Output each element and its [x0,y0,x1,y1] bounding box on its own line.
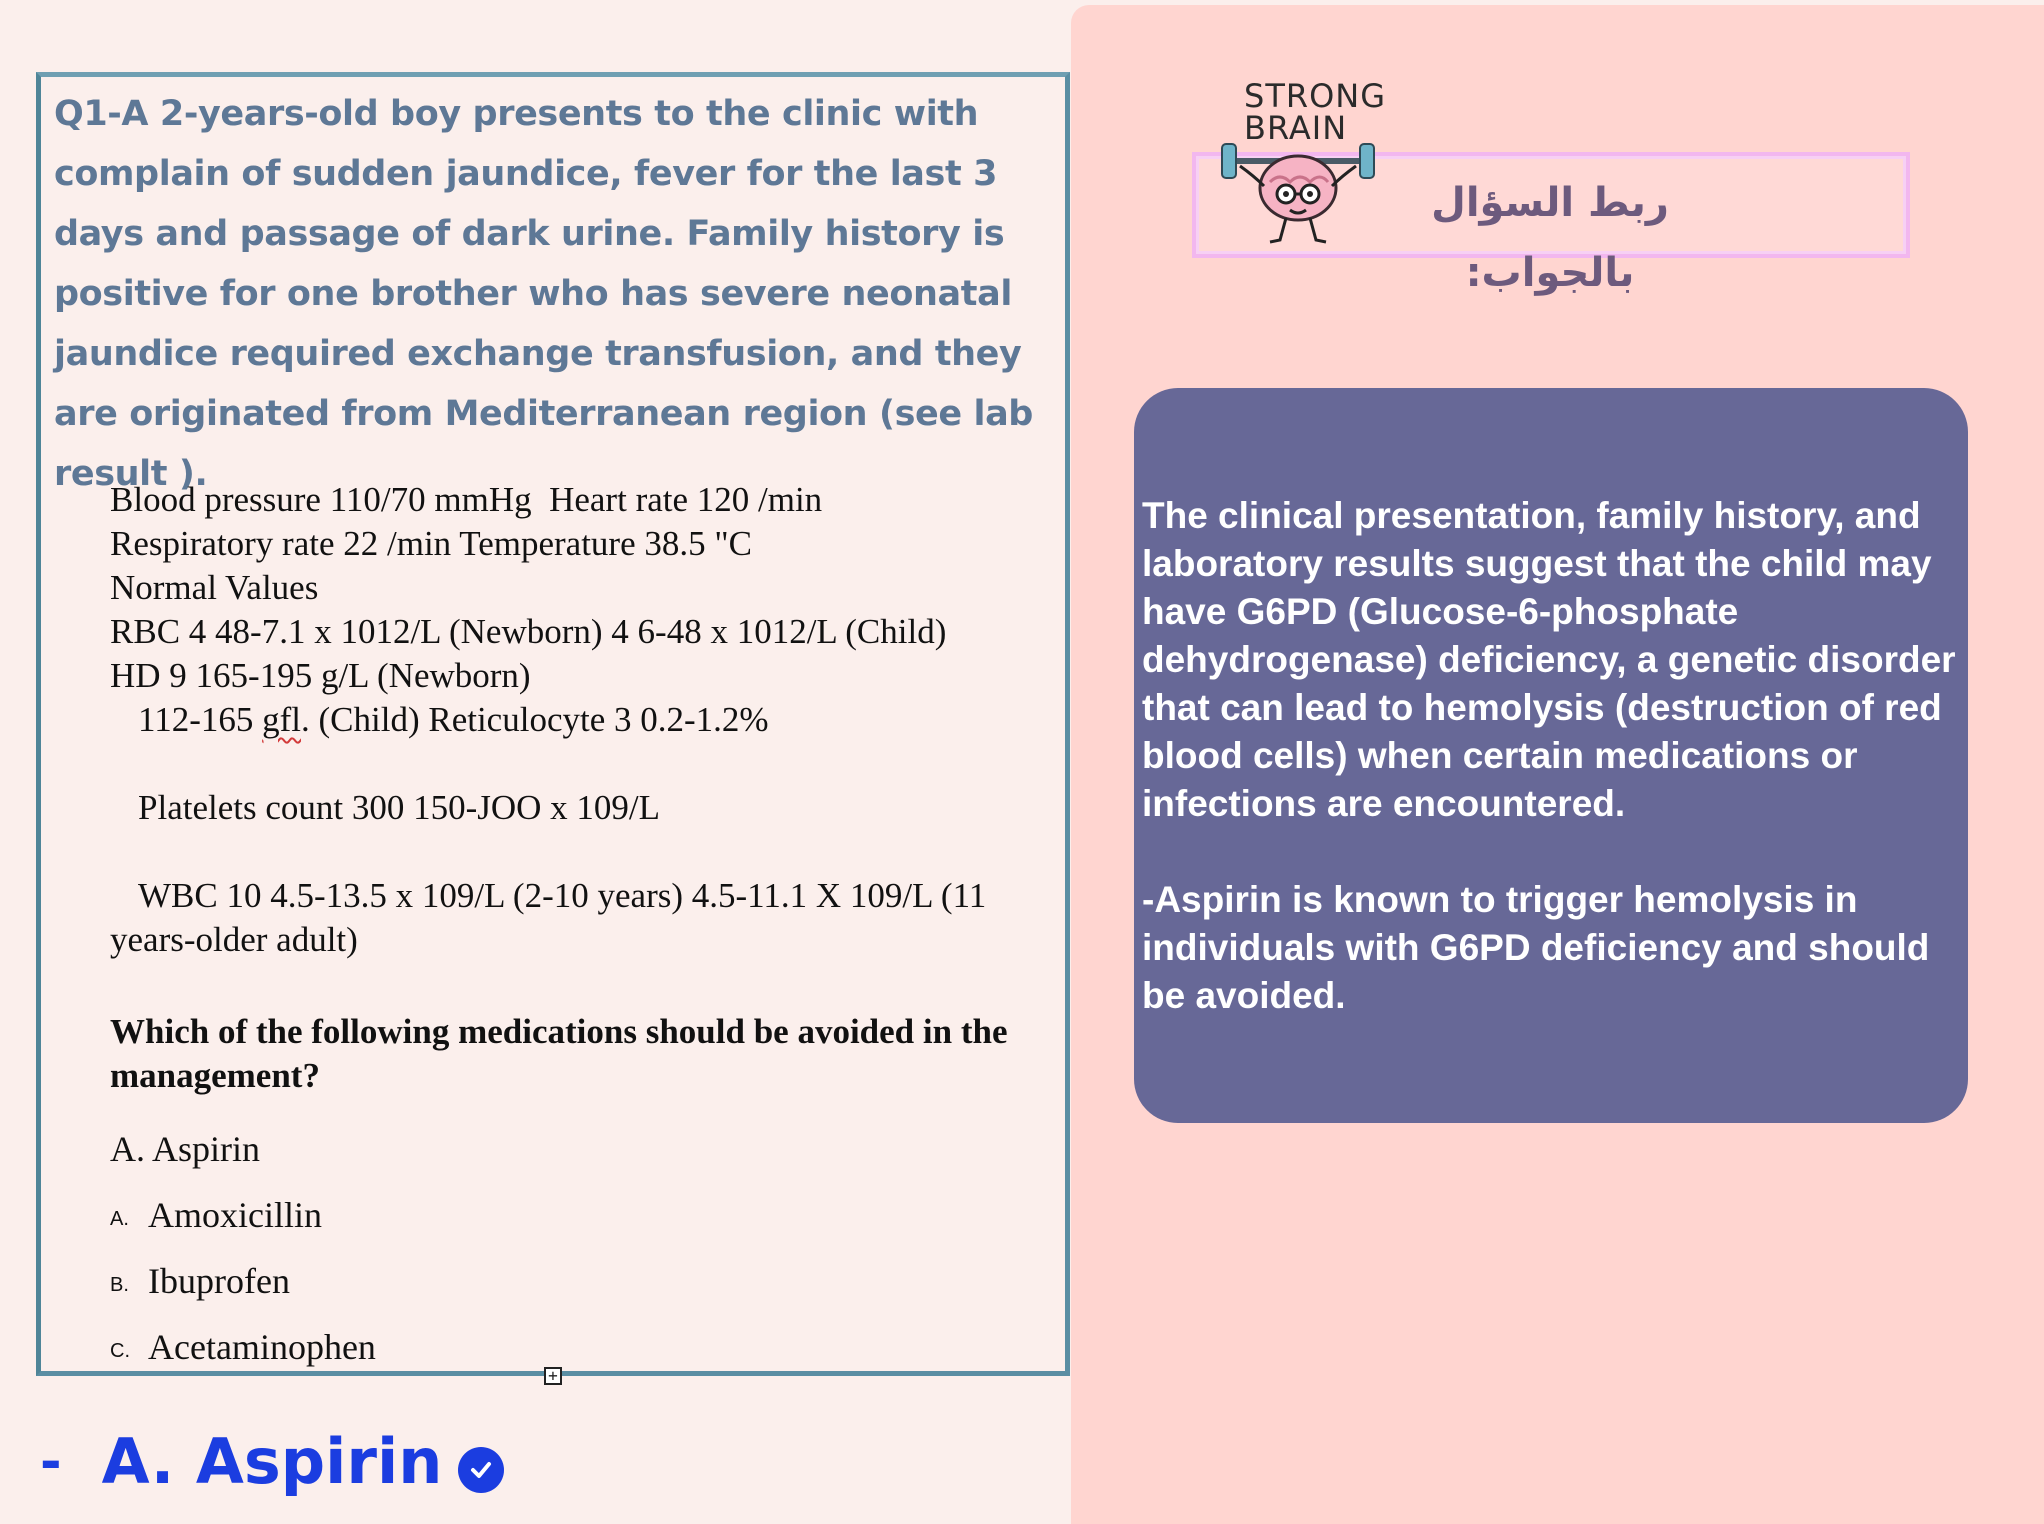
lab-line-platelets: Platelets count 300 150-JOO x 109/L [138,788,661,827]
lab-line-rbc: RBC 4 48-7.1 x 1012/L (Newborn) 4 6-48 x 1012/L (Child) [110,612,947,651]
check-circle-icon [458,1447,504,1493]
lab-line-wbc: WBC 10 4.5-13.5 x 109/L (2-10 years) 4.5-11.1 X 109/L (11 [138,876,987,915]
lab-text: . (Child) Reticulocyte 3 0.2-1.2% [301,700,769,739]
lab-line-wbc-cont: years-older adult) [110,920,358,959]
option-letter: C. [110,1339,130,1362]
option-text: Amoxicillin [148,1195,322,1235]
option-letter: B. [110,1273,129,1296]
table-move-handle-icon[interactable]: + [544,1367,562,1385]
header-label: ربط السؤال بالجواب: [1431,180,1669,296]
lab-line-reticulocyte [110,698,1070,742]
option-text: Acetaminophen [148,1327,376,1367]
answer-line [40,1425,504,1498]
options-list [110,1116,1010,1380]
lab-line-vitals: Blood pressure 110/70 mmHg Heart rate 120 /min [110,480,823,519]
option-item[interactable] [110,1182,1010,1248]
option-text: Ibuprofen [148,1261,290,1301]
answer-dash: - [40,1431,62,1492]
option-item[interactable] [110,1248,1010,1314]
lab-results [110,478,1070,962]
lab-line-hb: HD 9 165-195 g/L (Newborn) [110,656,531,695]
explanation-paragraph-1: The clinical presentation, family history, and laboratory results suggest that the child may have G6PD (Glucose-6-phosphate dehydrogenase) deficiency, a genetic disorder that can lead to hemolysis (destruction of red blood cells) when certain medications or infections are encountered. [1142,495,1956,824]
answer-text: A. Aspirin [101,1425,443,1498]
option-text: A. Aspirin [110,1129,261,1169]
logo-line-2: BRAIN [1244,109,1348,147]
logo-line-1: STRONG [1244,77,1387,115]
lab-line-resp: Respiratory rate 22 /min Temperature 38.5 "C [110,524,752,563]
option-item[interactable] [110,1116,1010,1182]
question-title: Q1-A 2-years-old boy presents to the clinic with complain of sudden jaundice, fever for the last 3 days and passage of dark urine. Family history is positive for one brother who has severe neonatal jaundice required exchange transfusion, and they are originated from Mediterranean region (see lab result ). [54,94,1033,494]
lab-line-normal-values: Normal Values [110,568,319,607]
explanation-paragraph-2: -Aspirin is known to trigger hemolysis in individuals with G6PD deficiency and should be avoided. [1142,879,1930,1016]
option-letter: A. [110,1207,129,1230]
question-prompt: Which of the following medications should be avoided in the management? [110,1012,1008,1095]
brain-mascot-logo [1210,78,1390,254]
explanation-text [1142,492,1962,1020]
spellcheck-word: gfl [262,700,301,739]
lab-text: 112-165 [138,700,263,739]
